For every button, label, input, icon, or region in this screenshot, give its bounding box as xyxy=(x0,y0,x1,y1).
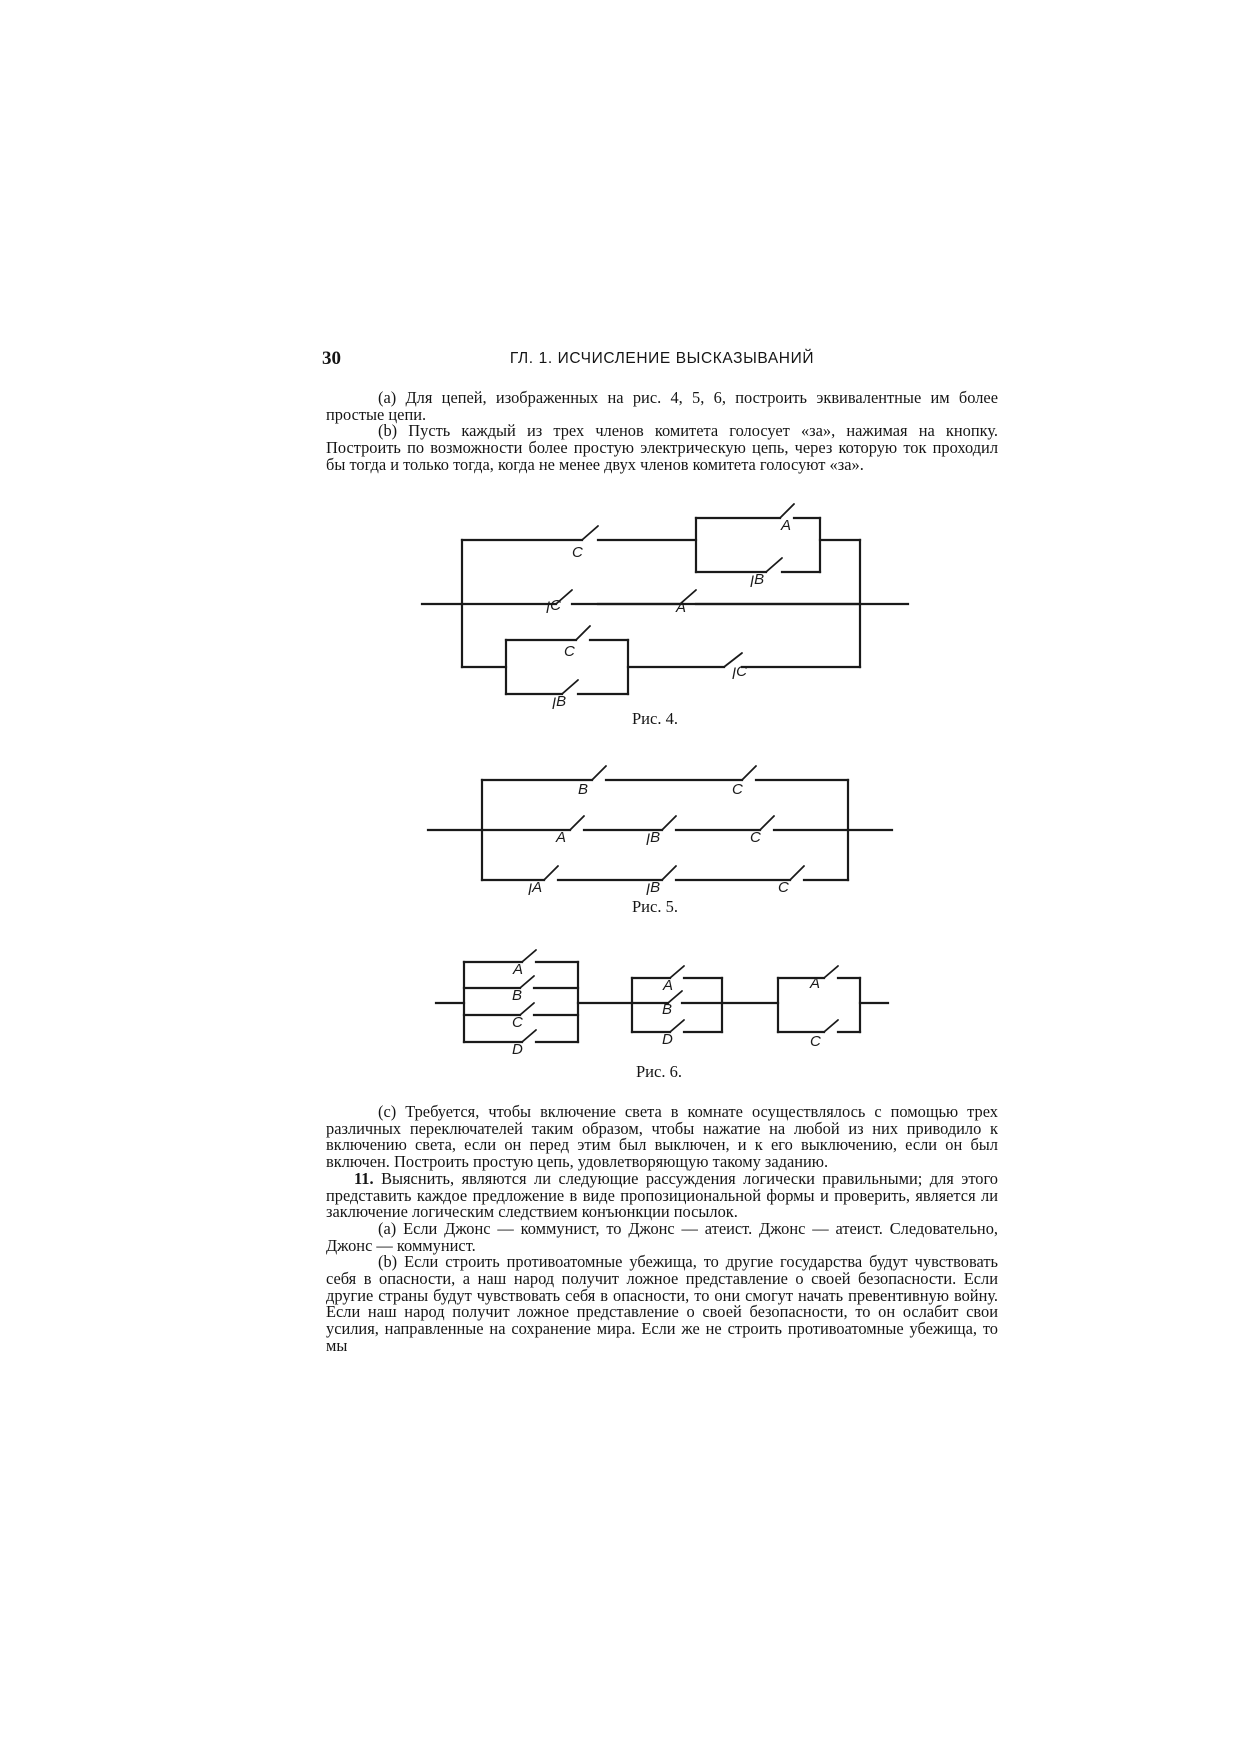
fig6-label-g2-a: A xyxy=(663,977,674,994)
fig4-label-a-top: A xyxy=(781,517,792,534)
figure-5-circuit xyxy=(428,766,892,896)
figure-4-caption: Рис. 4. xyxy=(632,709,678,728)
fig5-label-nb-mid: ꞁB xyxy=(646,829,661,846)
paragraph-a: (a) Для цепей, изображенных на рис. 4, 5, 6, построить эквивалентные им более простые цепи. xyxy=(326,388,998,424)
exercise-11: 11. Выяснить, являются ли следующие рассуждения логически правильными; для этого представить каждое предложение в виде пропозициональной формы и проверить, является ли заключение логическим следствием конъюнкции посылок. xyxy=(326,1168,998,1222)
fig6-label-g3-c: C xyxy=(810,1033,821,1050)
fig5-label-c-top: C xyxy=(732,781,743,798)
fig5-label-nb-bot: ꞁB xyxy=(646,879,661,896)
fig6-label-g1-d: D xyxy=(512,1041,523,1058)
fig4-label-nc-bot: ꞁC xyxy=(732,663,747,680)
fig4-label-c-bot: C xyxy=(564,643,575,660)
fig5-label-b-top: B xyxy=(578,781,589,798)
fig5-label-c-mid: C xyxy=(750,829,761,846)
fig4-label-a-mid: A xyxy=(676,599,687,616)
figure-6-circuit xyxy=(436,950,888,1058)
fig4-label-c-top: C xyxy=(572,544,583,561)
figure-6-caption: Рис. 6. xyxy=(636,1062,682,1081)
fig6-label-g1-b: B xyxy=(512,987,523,1004)
fig6-label-g3-a: A xyxy=(810,975,821,992)
fig4-label-nc-mid: ꞁC xyxy=(546,597,561,614)
fig5-label-na-bot: ꞁA xyxy=(528,879,543,896)
paragraph-11a: (a) Если Джонс — коммунист, то Джонс — атеист. Джонс — атеист. Следовательно, Джонс — коммунист. xyxy=(326,1218,998,1255)
page-number: 30 xyxy=(322,348,341,369)
fig5-label-c-bot: C xyxy=(778,879,789,896)
paragraph-11b: (b) Если строить противоатомные убежища, то другие государства будут чувствовать себя в опасности, а наш народ получит ложное представление о своей безопасности. Если другие страны будут чувствовать себя в опасности, то они смогут начать превентивную войну. Если наш народ получит ложное представление о своей безопасности, то он ослабит свои усилия, направленные на сохранение мира. Если же не строить противоатомные убежища, то мы xyxy=(326,1252,998,1355)
fig4-label-nb-top: ꞁB xyxy=(750,571,765,588)
figure-5-caption: Рис. 5. xyxy=(632,897,678,916)
chapter-title: ГЛ. 1. ИСЧИСЛЕНИЕ ВЫСКАЗЫВАНИЙ xyxy=(509,350,815,367)
fig4-label-nb-bot: ꞁB xyxy=(552,693,567,710)
fig6-label-g1-a: A xyxy=(513,961,524,978)
fig6-label-g2-d: D xyxy=(662,1031,673,1048)
fig5-label-a-mid: A xyxy=(556,829,567,846)
exercise-text-bottom xyxy=(326,1104,998,1355)
fig6-label-g2-b: B xyxy=(662,1001,673,1018)
paragraph-c: (c) Требуется, чтобы включение света в комнате осуществлялось с помощью трех различных переключателей таким образом, чтобы нажатие на любой из них приводило к включению света, если он перед этим был выключен, и к его выключению, если он был включен. Построить простую цепь, удовлетворяющую такому заданию. xyxy=(326,1102,998,1172)
figure-4-circuit xyxy=(422,504,908,710)
paragraph-b: (b) Пусть каждый из трех членов комитета голосует «за», нажимая на кнопку. Построить по возможности более простую электрическую цепь, через которую ток проходил бы тогда и только тогда, когда не менее двух членов комитета голосуют «за». xyxy=(326,421,998,474)
fig6-label-g1-c: C xyxy=(512,1014,523,1031)
